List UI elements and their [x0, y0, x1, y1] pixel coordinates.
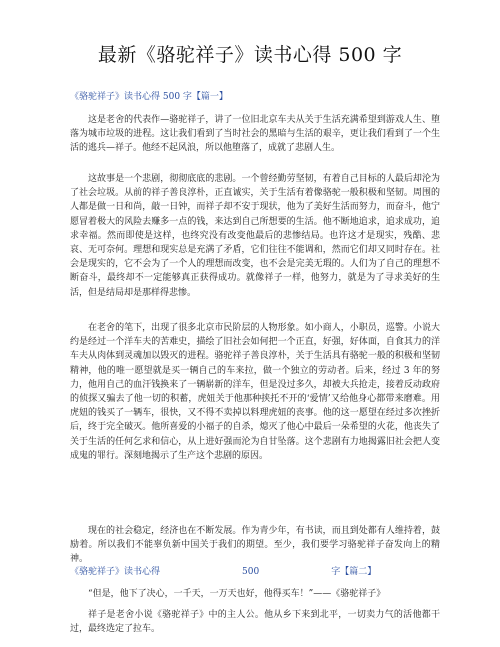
- section-heading-2-title: 《骆驼祥子》读书心得: [70, 567, 161, 577]
- section-heading-1-title: 《骆驼祥子》读书心得 500 字: [70, 92, 192, 102]
- page-title: 最新《骆驼祥子》读书心得 500 字: [97, 44, 403, 66]
- paragraph-3: 在老舍的笔下，出现了很多北京市民阶层的人物形象。如小商人，小职员，巡警。小说大约是经过一个洋车夫的苦难史，描绘了旧社会如何把一个正直，好强，好体面，自食其力的洋车夫从肉体到灵魂加以毁灭的进程。骆驼祥子善良淳朴，关于生活具有骆驼一般的积极和坚韧精神，他的唯一愿望就是买一辆自己的车来拉，做一个独立的劳动者。后来，经过 3 年的努力，他用自己的血汗钱换来了一辆崭新的洋车，但是没过多久，却被大兵抢走，接着反动政府的侦探又骗去了他一切的积蓄，虎妞关于他那种挟托不开的‘爱情’又给他身心都带来磨难。用虎妞的钱买了一辆车，很快，又不得不卖掉以料理虎妞的丧事。他的这一愿望在经过多次挫折后，终于完全破灭。他所喜爱的小福子的自杀，熄灭了他心中最后一朵希望的火花，他丧失了关于生活的任何乞求和信心，从上进好强而沦为自甘坠落。这个悲剧有力地揭露旧社会把人变成鬼的罪行。深刻地揭示了生产这个悲剧的原因。: [70, 323, 440, 461]
- paragraph-2: 这故事是一个悲剧，彻彻底底的悲剧。一个曾经勤劳坚韧，有着自己目标的人最后却沦为了社会垃圾。从前的祥子善良淳朴，正直诚实，关于生活有着像骆驼一般积极和坚韧。周围的人都是做一日和尚，敲一日钟，而祥子却不安于现状，他为了美好生活而努力，而奋斗，他宁愿冒着极大的风险去赚多一点的钱，来达到自己所想要的生活。他不断地追求，追求成功，追求幸福。然而即使是这样，也终究没有改变他最后的悲惨结局。也许这才是现实，残酷、悲哀、无可奈何。理想和现实总是充满了矛盾，它们往往不能调和，然而它们却又同时存在。社会是现实的，它不会为了一个人的理想而改变，也不会是完美无瑕的。人们为了自己的理想不断奋斗，最终却不一定能够真正获得成功。就像祥子一样，他努力，就是为了寻求美好的生活，但是结局却是那样得悲惨。: [70, 174, 440, 298]
- paragraph-1: 这是老舍的代表作—骆驼祥子，讲了一位旧北京车夫从关于生活充满希望到游戏人生、堕落为城市垃圾的进程。这让我们看到了当时社会的黑暗与生活的艰辛，更让我们看到了一个生活的逃兵—祥子。他经不起风浪，所以他堕落了，成就了悲剧人生。: [70, 115, 440, 154]
- section-heading-2-number: 500: [242, 567, 260, 577]
- section-heading-2: [70, 566, 440, 578]
- paragraph-5: 祥子是老舍小说《骆驼祥子》中的主人公。他从乡下来到北平，一切卖力气的活他都干过，最终选定了拉车。: [70, 610, 440, 635]
- paragraph-4: 现在的社会稳定，经济也在不断发展。作为青少年，有书读，而且到处都有人维持着，鼓励着。所以我们不能辜负新中国关于我们的期望。至少，我们要学习骆驼祥子奋发向上的精神。: [70, 526, 440, 565]
- section-heading-1-tag: 【篇一】: [191, 92, 228, 102]
- quote-line: “但是，他下了决心，一千天，一万天也好，他得买车！”——《骆驼祥子》: [88, 589, 386, 599]
- section-heading-1: [70, 91, 440, 103]
- section-heading-2-tag: 字【篇二】: [331, 567, 377, 577]
